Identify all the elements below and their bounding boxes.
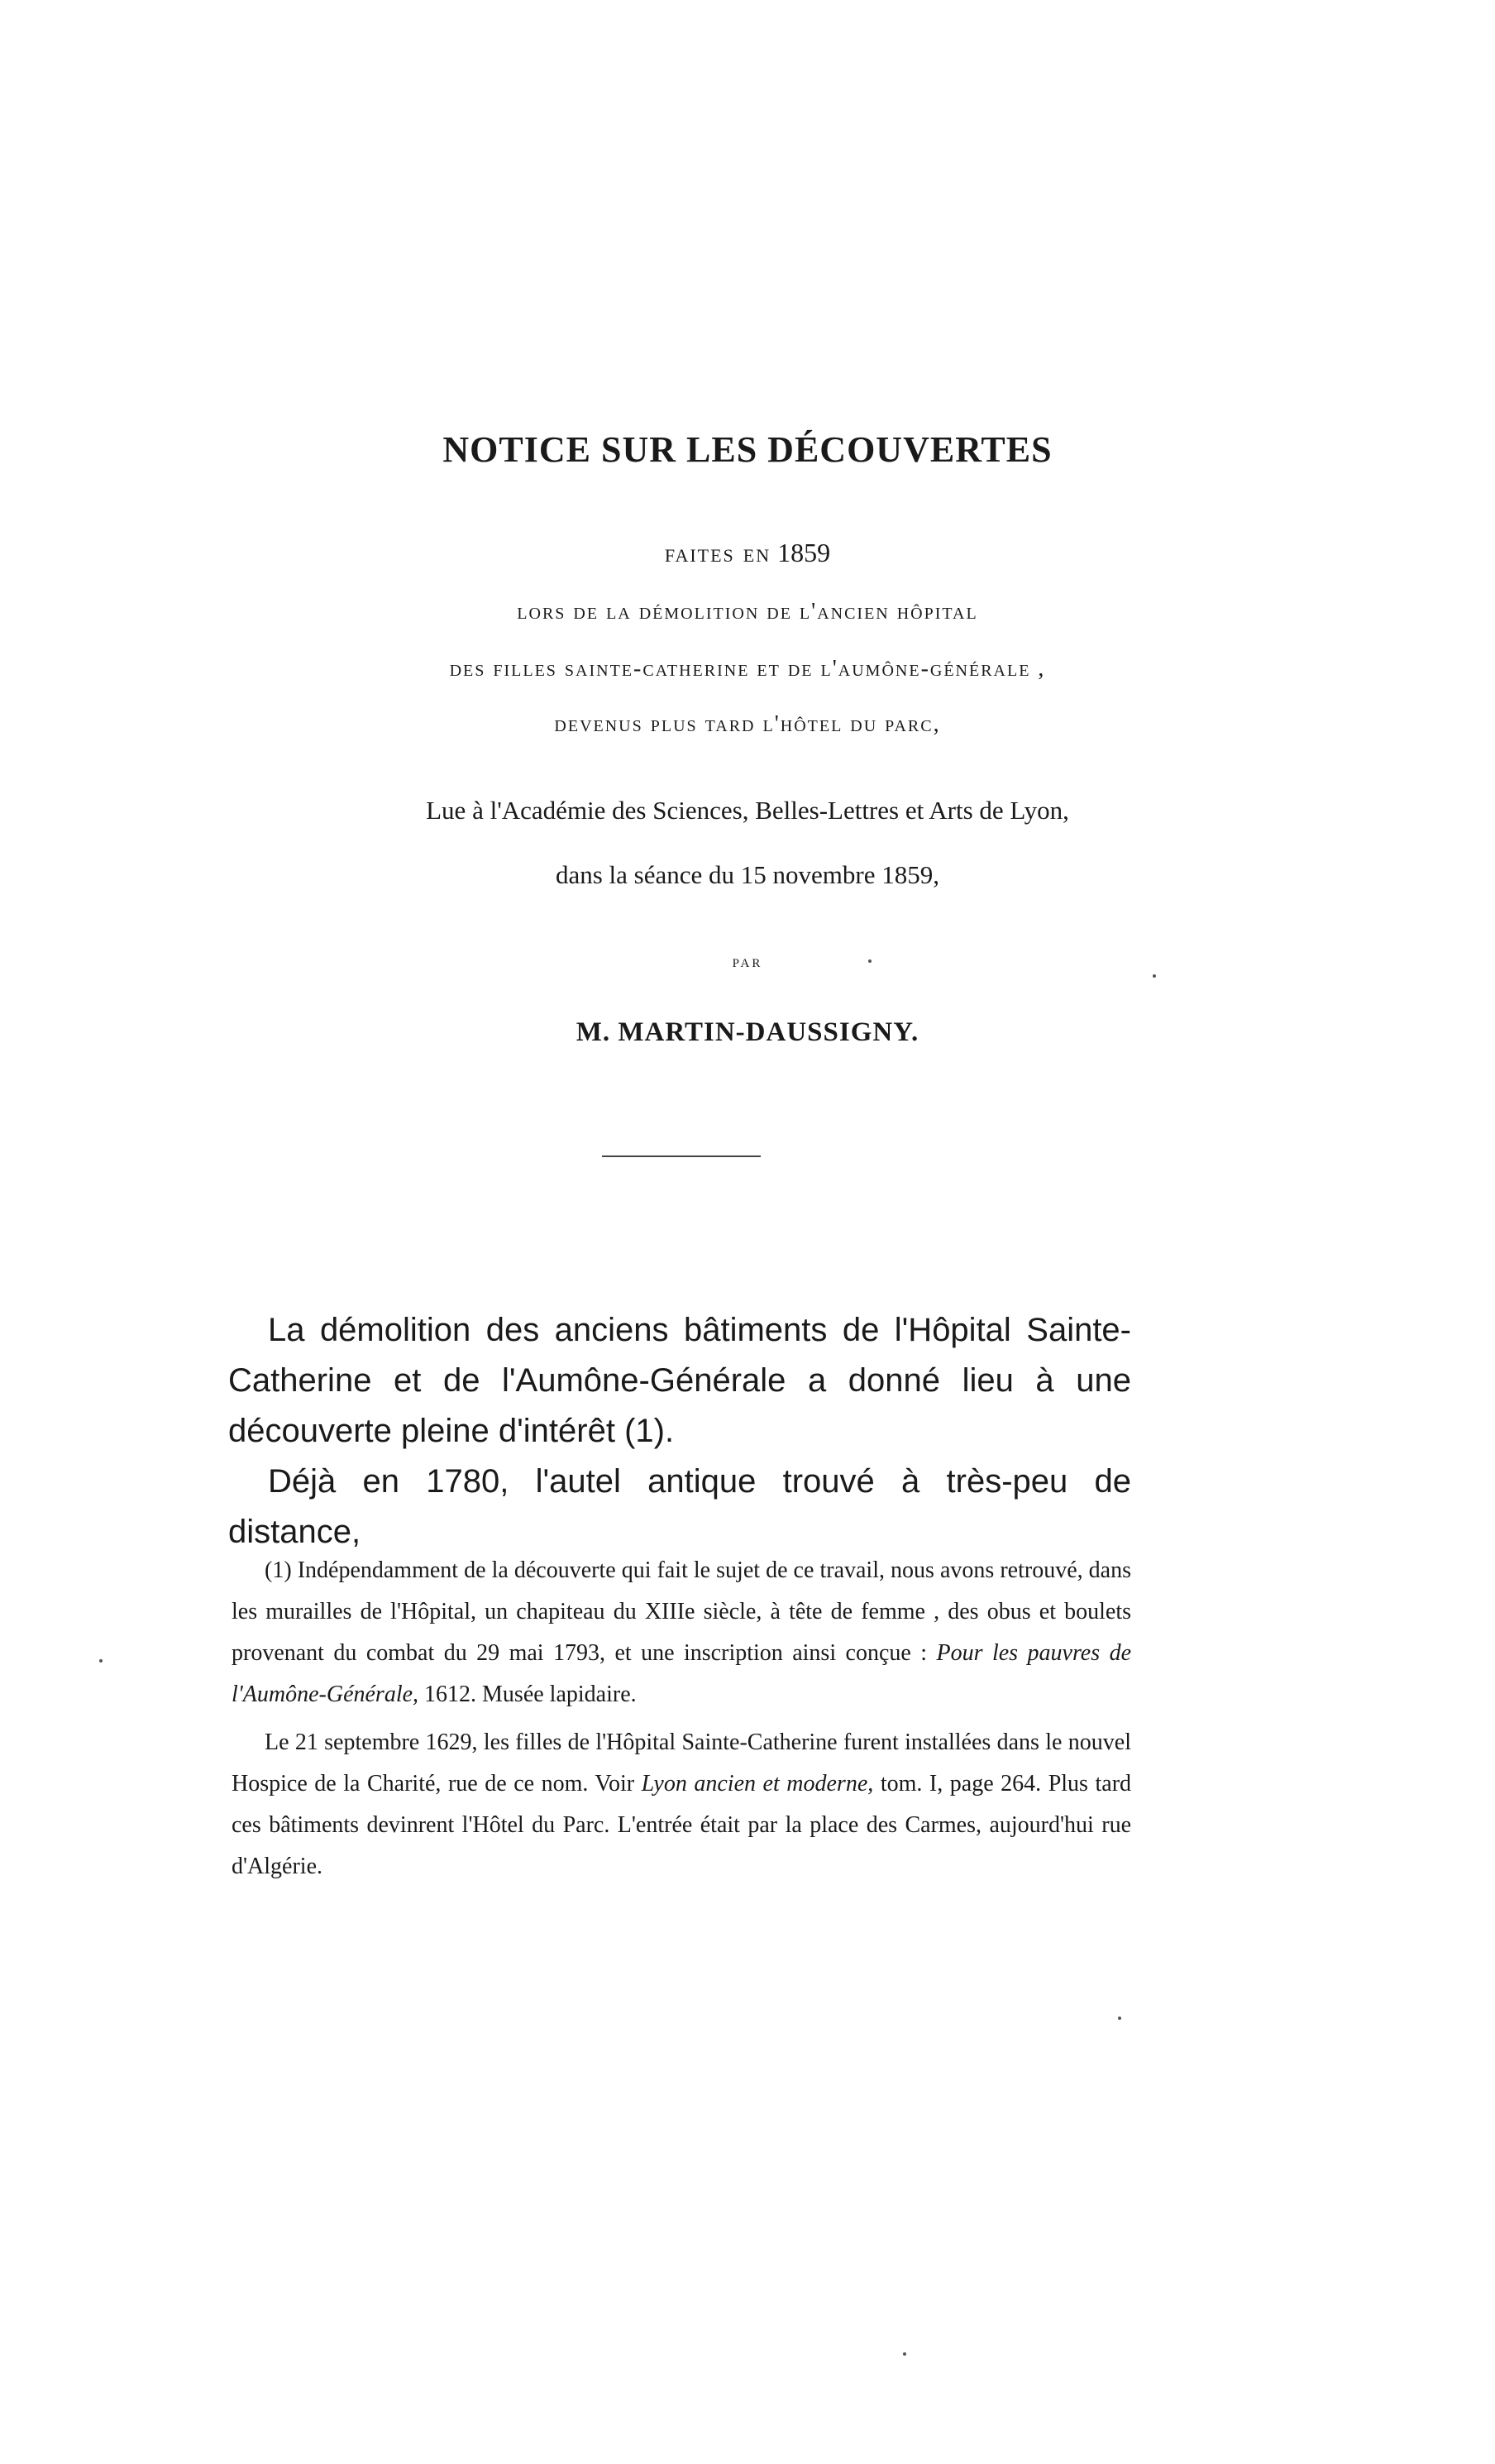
subtitle-line-2: des filles sainte-catherine et de l'aumône-générale , xyxy=(449,656,1046,682)
session-line: dans la séance du 15 novembre 1859, xyxy=(555,860,939,889)
faites-prefix: faites en xyxy=(664,538,771,567)
footnote-2 xyxy=(232,1722,1131,1887)
footnote-2-italic: Lyon ancien et moderne, xyxy=(641,1771,874,1797)
scan-speck xyxy=(868,959,872,963)
subtitle-line-3: devenus plus tard l'hôtel du parc, xyxy=(554,711,941,737)
footnote-1-italic: Pour les pauvres de l'Aumône-Générale, xyxy=(232,1640,1131,1707)
academy-line: Lue à l'Académie des Sciences, Belles-Lettres et Arts de Lyon, xyxy=(426,796,1069,825)
main-text xyxy=(228,1305,1131,1557)
subtitle-date-line xyxy=(0,538,1495,568)
subtitle-line-1: lors de la démolition de l'ancien hôpital xyxy=(517,599,978,624)
by-label: par xyxy=(732,951,763,971)
author-name: M. MARTIN-DAUSSIGNY. xyxy=(576,1017,919,1047)
page-title: NOTICE SUR LES DÉCOUVERTES xyxy=(442,429,1053,470)
scan-speck xyxy=(1153,974,1156,978)
footnote-2-text-b: tom. I, page 264. Plus tard ces bâtiments devinrent l'Hôtel du Parc. L'entrée était par la place des Carmes, aujourd'hui rue d'Algérie. xyxy=(232,1771,1132,1879)
scan-speck xyxy=(1118,2017,1121,2020)
scan-speck xyxy=(903,2352,906,2356)
scan-speck xyxy=(99,1659,103,1663)
footnote-2-text-a: Le 21 septembre 1629, les filles de l'Hôpital Sainte-Catherine furent installées dans le nouvel Hospice de la Charité, rue de ce nom. Voir xyxy=(232,1730,1131,1797)
body-paragraph-1: La démolition des anciens bâtiments de l'Hôpital Sainte-Catherine et de l'Aumône-Générale a donné lieu à une découverte pleine d'intérêt (1). xyxy=(228,1312,1131,1449)
footnote-1-text-a: (1) Indépendamment de la découverte qui fait le sujet de ce travail, nous avons retrouvé, dans les murailles de l'Hôpital, un chapiteau du XIIIe siècle, à tête de femme , des obus et boulets provenant du combat du 29 mai 1793, et une inscription ainsi conçue : xyxy=(232,1557,1131,1666)
footnote-1-text-b: 1612. Musée lapidaire. xyxy=(424,1682,637,1707)
footnote-1 xyxy=(232,1550,1131,1715)
section-divider xyxy=(602,1155,761,1157)
footnotes xyxy=(232,1550,1131,1887)
body-paragraph-2: Déjà en 1780, l'autel antique trouvé à très-peu de distance, xyxy=(228,1463,1131,1550)
faites-year: 1859 xyxy=(777,538,831,567)
